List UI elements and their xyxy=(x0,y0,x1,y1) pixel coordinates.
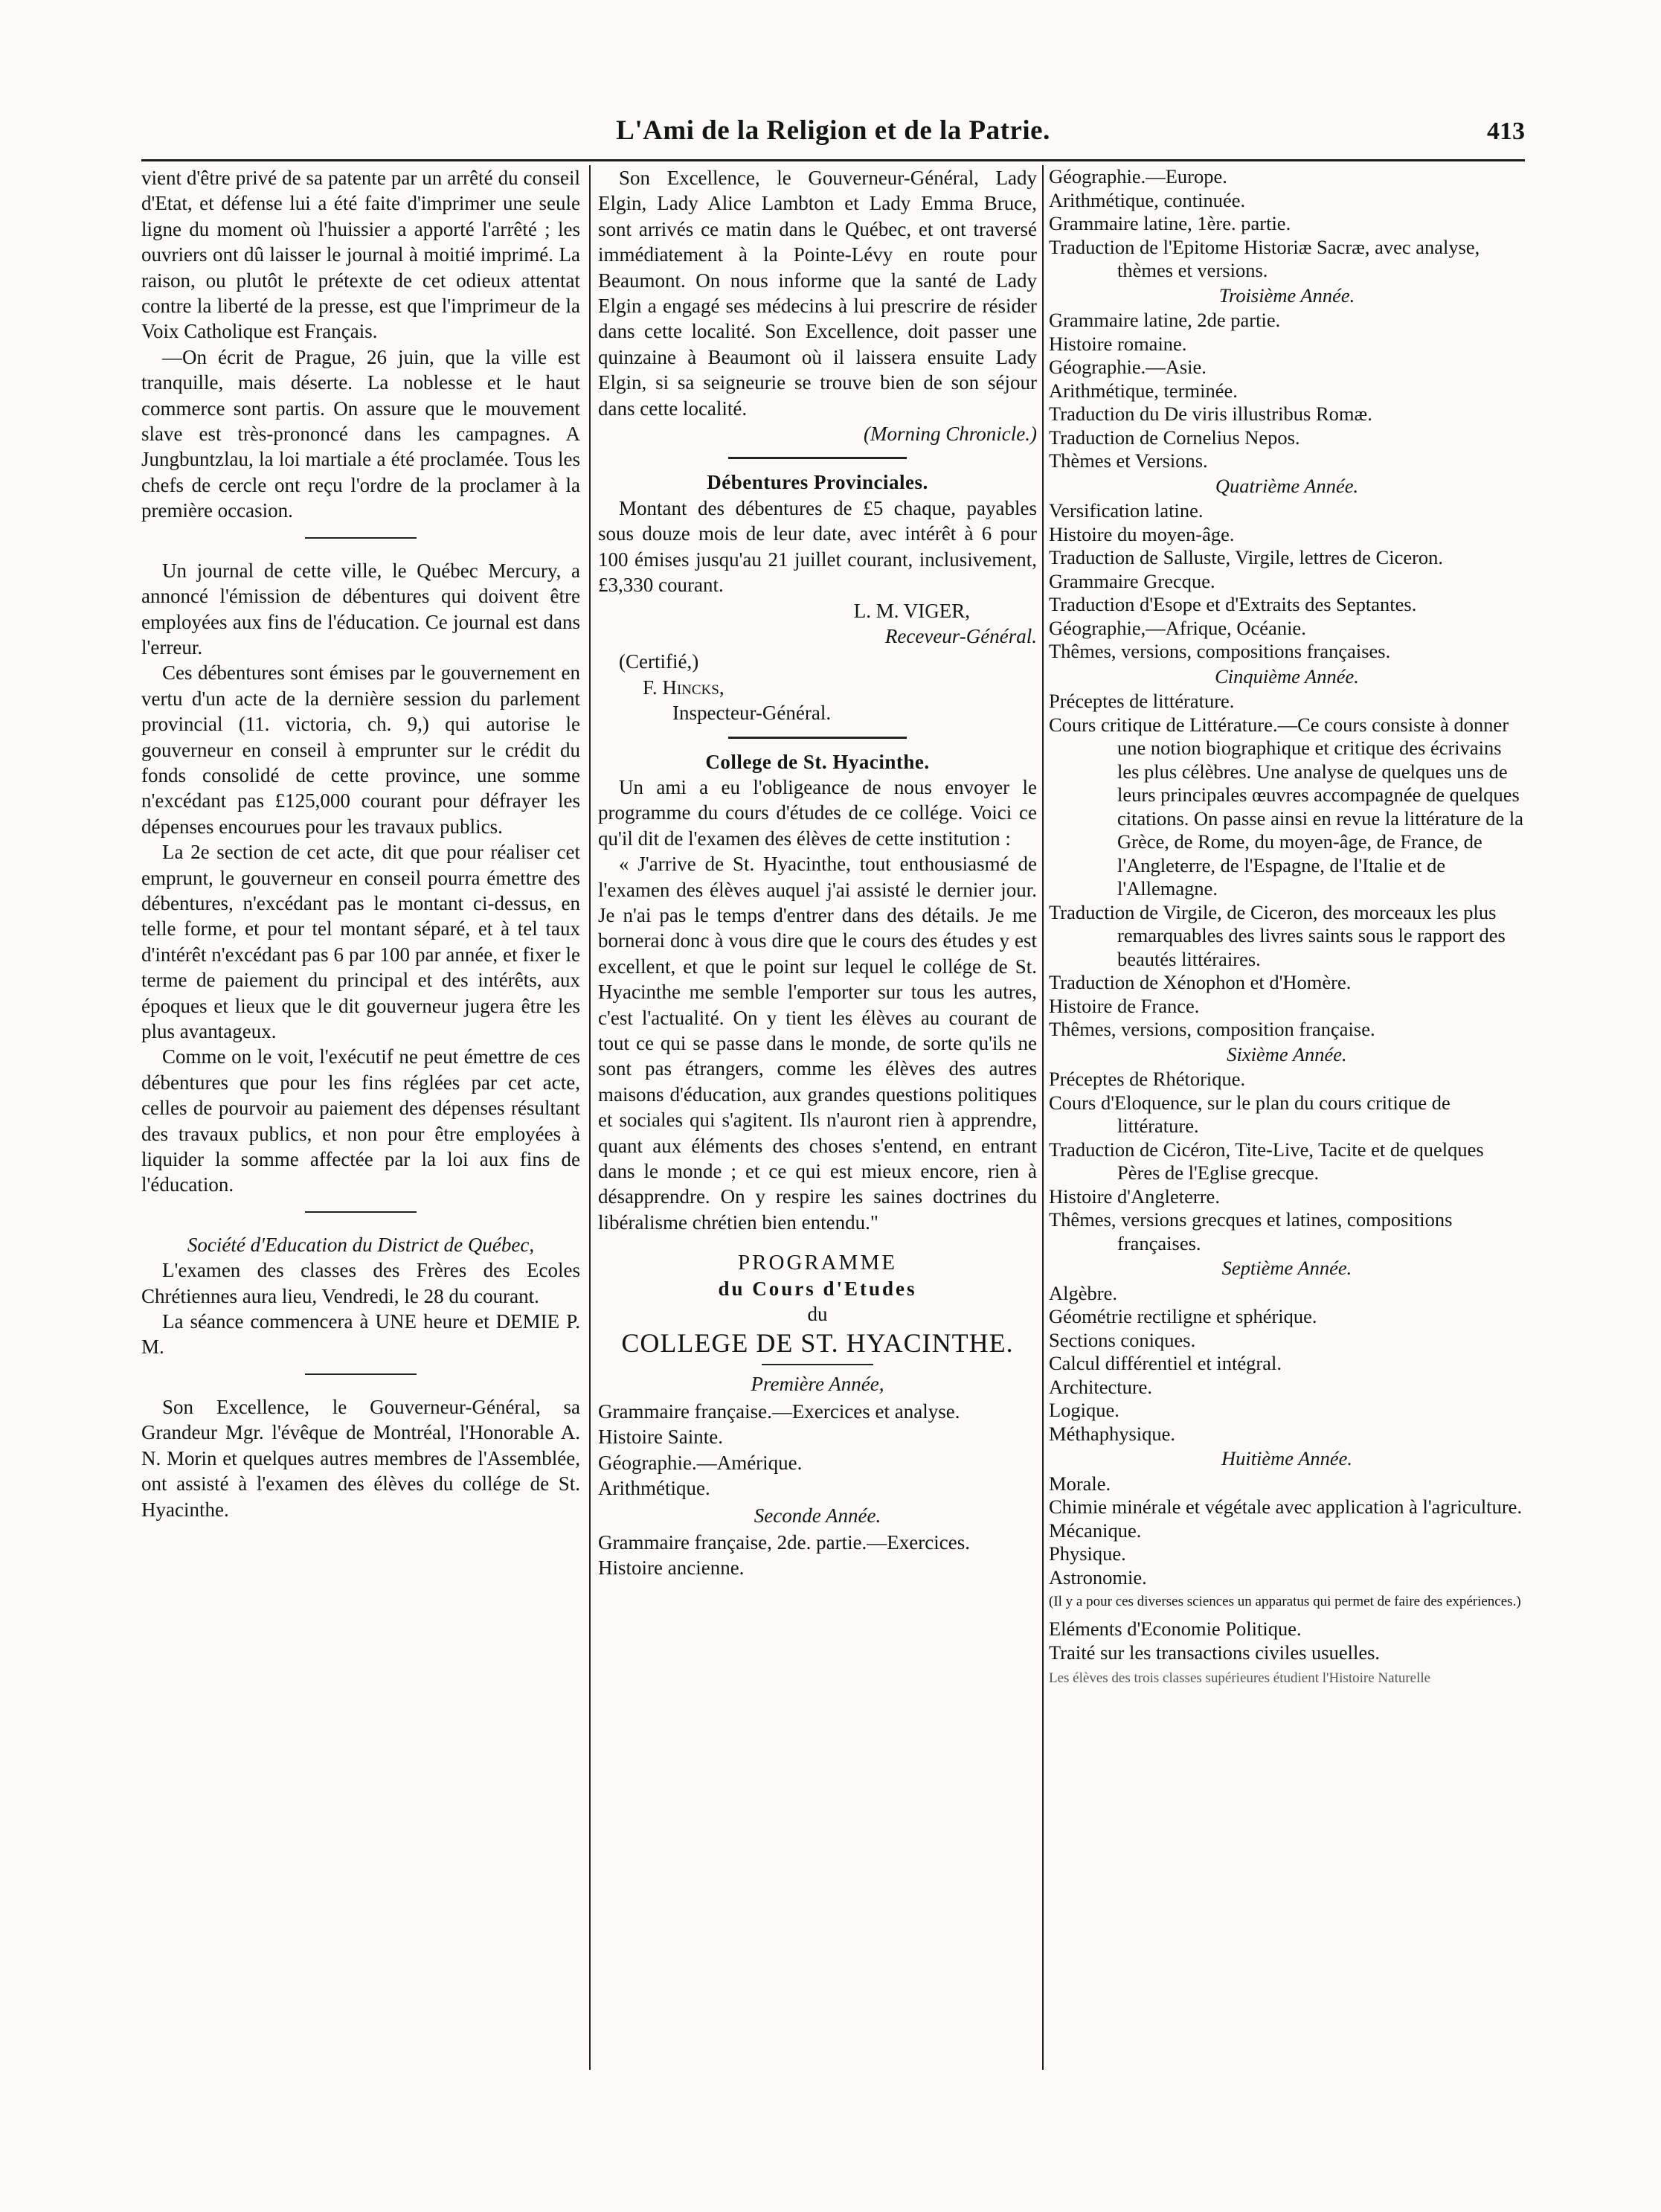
course-item: Sections coniques. xyxy=(1049,1328,1196,1351)
programme-college-name: COLLEGE DE ST. HYACINTHE. xyxy=(621,1328,1014,1359)
course-item: Versification latine. xyxy=(1049,499,1204,522)
course-item: Histoire Sainte. xyxy=(598,1426,723,1449)
course-item: Thêmes, versions, compositions françaises. xyxy=(1049,640,1391,662)
course-item: Traité sur les transactions civiles usuelles. xyxy=(1049,1641,1381,1664)
article-paragraph: La 2e section de cet acte, dit que pour réaliser cet emprunt, le gouverneur en conseil pourra émettre des débentures, n'excédant pas le montant ci-dessus, en telle forme, et pour tel montant séparé, et à tel taux d'intérêt n'excédant pas 6 par 100 par année, et fixer le terme de paiement du principal et des intérêts, aux époques et lieux que le dit gouverneur jugera être les plus avantageux. xyxy=(141,841,580,1042)
course-item: Grammaire latine, 1ère. partie. xyxy=(1049,212,1291,234)
course-item: Grammaire française, 2de. partie.—Exercices. xyxy=(598,1530,970,1554)
separator xyxy=(728,457,907,459)
footnote: Les élèves des trois classes supérieures étudient l'Histoire Naturelle xyxy=(1049,1670,1431,1686)
course-item: Histoire du moyen-âge. xyxy=(1049,522,1235,545)
course-item: Logique. xyxy=(1049,1399,1119,1421)
course-item: Grammaire Grecque. xyxy=(1049,569,1215,592)
year-heading: Seconde Année. xyxy=(754,1504,881,1527)
article-paragraph: vient d'être privé de sa patente par un arrêté du conseil d'Etat, et défense lui a été faite d'imprimer une seule ligne du moment où l'huissier a apporté l'arrêté ; les ouvriers ont dû laisser le journal à moitié imprimé. La raison, ou plutôt le prétexte de cet odieux attentat contre la liberté de la presse, est que l'imprimeur de la Voix Catholique est Français. xyxy=(141,167,580,343)
section-heading: Société d'Education du District de Québec, xyxy=(187,1233,535,1256)
section-heading: Débentures Provinciales. xyxy=(707,471,928,494)
certification: (Certifié,) xyxy=(619,650,699,673)
signature-role: Inspecteur-Général. xyxy=(672,702,832,725)
course-item: Eléments d'Economie Politique. xyxy=(1049,1618,1302,1640)
course-item: Histoire romaine. xyxy=(1049,332,1187,355)
year-heading: Septième Année. xyxy=(1221,1257,1352,1279)
course-item: Traduction de l'Epitome Historiæ Sacræ, avec analyse, thèmes et versions. xyxy=(1049,235,1480,281)
course-item: Traduction de Cornelius Nepos. xyxy=(1049,426,1300,449)
course-item: Algèbre. xyxy=(1049,1281,1117,1304)
column-divider-2 xyxy=(1042,165,1044,2070)
year-heading: Sixième Année. xyxy=(1227,1042,1347,1065)
year-heading: Cinquième Année. xyxy=(1215,664,1359,687)
article-paragraph: Un journal de cette ville, le Québec Mercury, a annoncé l'émission de débentures qui doivent être employées aux fins de l'éducation. Ce journal est dans l'erreur. xyxy=(141,559,580,658)
course-item: Traduction du De viris illustribus Romæ. xyxy=(1049,403,1372,425)
year-heading: Première Année, xyxy=(751,1373,884,1396)
article-paragraph: —On écrit de Prague, 26 juin, que la ville est tranquille, mais déserte. La noblesse et le haut commerce sont partis. On assure que le mouvement slave est très-prononcé dans les campagnes. A Jungbuntzlau, la loi martiale a été proclamée. Tous les chefs de cercle ont reçu l'ordre de la proclamer à la première occasion. xyxy=(141,345,580,522)
newspaper-title: L'Ami de la Religion et de la Patrie. xyxy=(616,115,1050,146)
article-paragraph: « J'arrive de St. Hyacinthe, tout enthousiasmé de l'examen des élèves auquel j'ai assisté le dernier jour. Je n'ai pas le temps d'entrer dans des détails. Je me bornerai donc à vous dire que le cours des études y est excellent, et que le point sur lequel le collége de St. Hyacinthe me semble l'emporter sur tous les autres, c'est l'actualité. On y tient les élèves au courant de tout ce qui se passe dans le monde, de sorte qu'ils ne sont pas étrangers, comme les élèves des autres maisons d'éducation, aux grandes questions politiques et sociales qui s'agitent. Ils n'auront rien à apprendre, quant aux éléments des choses s'entend, en entrant dans le monde ; et ce qui est mieux encore, rien à désapprendre. On y respire les saines doctrines du libéralisme chrétien bien entendu." xyxy=(598,853,1037,1234)
separator xyxy=(762,1364,873,1365)
article-paragraph: La séance commencera à UNE heure et DEMIE P. M. xyxy=(141,1310,580,1359)
footnote: (Il y a pour ces diverses sciences un apparatus qui permet de faire des expériences.) xyxy=(1049,1594,1521,1609)
course-item: Traduction d'Esope et d'Extraits des Septantes. xyxy=(1049,593,1417,615)
course-item: Histoire ancienne. xyxy=(598,1557,745,1580)
course-item: Arithmétique, continuée. xyxy=(1049,188,1246,211)
year-heading: Quatrième Année. xyxy=(1215,474,1359,497)
article-paragraph: Comme on le voit, l'exécutif ne peut émettre de ces débentures que pour les fins réglées par cet acte, celles de pourvoir au paiement des dépenses résultant des travaux publics, et non pour être employées à liquider la somme affectée par la loi aux fins de l'éducation. xyxy=(141,1045,580,1196)
course-item: Thêmes, versions grecques et latines, compositions françaises. xyxy=(1049,1208,1453,1254)
course-item: Géographie.—Europe. xyxy=(1049,165,1227,187)
course-item: Mécanique. xyxy=(1049,1519,1142,1542)
section-heading: College de St. Hyacinthe. xyxy=(705,750,930,773)
course-item: Astronomie. xyxy=(1049,1565,1147,1589)
course-item: Géométrie rectiligne et sphérique. xyxy=(1049,1305,1317,1327)
course-item: Chimie minérale et végétale avec application à l'agriculture. xyxy=(1049,1495,1523,1518)
article-paragraph: L'examen des classes des Frères des Ecoles Chrétiennes aura lieu, Vendredi, le 28 du courant. xyxy=(141,1259,580,1307)
course-item: Histoire d'Angleterre. xyxy=(1049,1184,1220,1208)
course-item: Calcul différentiel et intégral. xyxy=(1049,1352,1282,1374)
course-item: Traduction de Virgile, de Ciceron, des morceaux les plus remarquables des livres saints sous le rapport des beautés littéraires. xyxy=(1049,900,1506,970)
course-item: Cours d'Eloquence, sur le plan du cours critique de littérature. xyxy=(1049,1091,1450,1137)
page-header xyxy=(141,112,1525,156)
course-item: Arithmétique. xyxy=(598,1477,710,1500)
article-paragraph: Montant des débentures de £5 chaque, payables sous douze mois de leur date, avec intérêt à 6 pour 100 émises jusqu'au 21 juillet courant, inclusivement, £3,330 courant. xyxy=(598,496,1037,597)
column-3 xyxy=(1049,165,1525,1687)
source-attribution: (Morning Chronicle.) xyxy=(864,423,1037,446)
separator xyxy=(305,1373,417,1375)
column-divider-1 xyxy=(589,165,591,2070)
course-item: Architecture. xyxy=(1049,1375,1153,1398)
column-1 xyxy=(141,165,580,1522)
article-paragraph: Son Excellence, le Gouverneur-Général, sa Grandeur Mgr. l'évêque de Montréal, l'Honorable A. N. Morin et quelques autres membres de l'Assemblée, ont assisté à l'examen des élèves du collége de St. Hyacinthe. xyxy=(141,1395,580,1521)
course-item: Préceptes de littérature. xyxy=(1049,690,1235,712)
course-item: Histoire de France. xyxy=(1049,994,1200,1017)
page-number: 413 xyxy=(1487,118,1525,145)
article-paragraph: Un ami a eu l'obligeance de nous envoyer le programme du cours d'études de ce collége. Voici ce qu'il dit de l'examen des élèves de cette institution : xyxy=(598,775,1037,850)
course-item: Géographie.—Asie. xyxy=(1049,356,1207,378)
programme-title: PROGRAMME xyxy=(738,1251,897,1275)
course-item: Thèmes et Versions. xyxy=(1049,449,1208,472)
programme-subtitle: du Cours d'Etudes xyxy=(718,1277,917,1300)
course-item: Thêmes, versions, composition française. xyxy=(1049,1018,1375,1040)
course-item: Grammaire française.—Exercices et analyse. xyxy=(598,1400,960,1423)
programme-subtitle: du xyxy=(807,1303,828,1326)
column-2 xyxy=(598,165,1037,1581)
course-item: Méthaphysique. xyxy=(1049,1422,1176,1445)
course-item: Traduction de Salluste, Virgile, lettres de Ciceron. xyxy=(1049,546,1444,568)
signature-name: F. Hincks, xyxy=(643,676,725,699)
course-item: Traduction de Xénophon et d'Homère. xyxy=(1049,971,1352,993)
separator xyxy=(728,737,907,739)
course-item: Géographie.—Amérique. xyxy=(598,1451,803,1474)
course-item: Traduction de Cicéron, Tite-Live, Tacite et de quelques Pères de l'Eglise grecque. xyxy=(1049,1138,1484,1184)
separator xyxy=(305,537,417,539)
article-paragraph: Ces débentures sont émises par le gouvernement en vertu d'un acte de la dernière session du parlement provincial (11. victoria, ch. 9,) qui autorise le gouverneur en conseil à emprunter sur le crédit du fonds consolidé de cette province, une somme n'excédant pas £125,000 courant pour défrayer les dépenses encourues pour les travaux publics. xyxy=(141,661,580,838)
course-item: Grammaire latine, 2de partie. xyxy=(1049,309,1281,331)
article-paragraph: Son Excellence, le Gouverneur-Général, Lady Elgin, Lady Alice Lambton et Lady Emma Bruce, sont arrivés ce matin dans le Québec, et ont traversé immédiatement à la Pointe-Lévy en route pour Beaumont. On nous informe que la santé de Lady Elgin a engagé ses médecins à lui prescrire de résider dans cette localité. Son Excellence, doit passer une quinzaine à Beaumont où il laissera ensuite Lady Elgin, si sa seigneurie se trouve bien de son séjour dans cette localité. xyxy=(598,167,1037,420)
course-item: Morale. xyxy=(1049,1472,1111,1495)
header-rule xyxy=(141,159,1525,161)
year-heading: Troisième Année. xyxy=(1218,283,1355,307)
course-item: Arithmétique, terminée. xyxy=(1049,379,1238,402)
signature-role: Receveur-Général. xyxy=(884,624,1037,647)
signature-name: L. M. VIGER, xyxy=(853,599,970,622)
year-heading: Huitième Année. xyxy=(1221,1447,1353,1469)
course-item: Géographie,—Afrique, Océanie. xyxy=(1049,616,1306,639)
course-item: Cours critique de Littérature.—Ce cours consiste à donner une notion biographique et critique des écrivains les plus célèbres. Une analyse de quelques uns de leurs principales œuvres accompagnée de quelques citations. On passe ainsi en revue la littérature de la Grèce, de Rome, du moyen-âge, de France, de l'Angleterre, de l'Espagne, de l'Italie et de l'Allemagne. xyxy=(1049,713,1523,900)
course-item: Préceptes de Rhétorique. xyxy=(1049,1068,1246,1090)
separator xyxy=(305,1211,417,1213)
course-item: Physique. xyxy=(1049,1542,1126,1565)
